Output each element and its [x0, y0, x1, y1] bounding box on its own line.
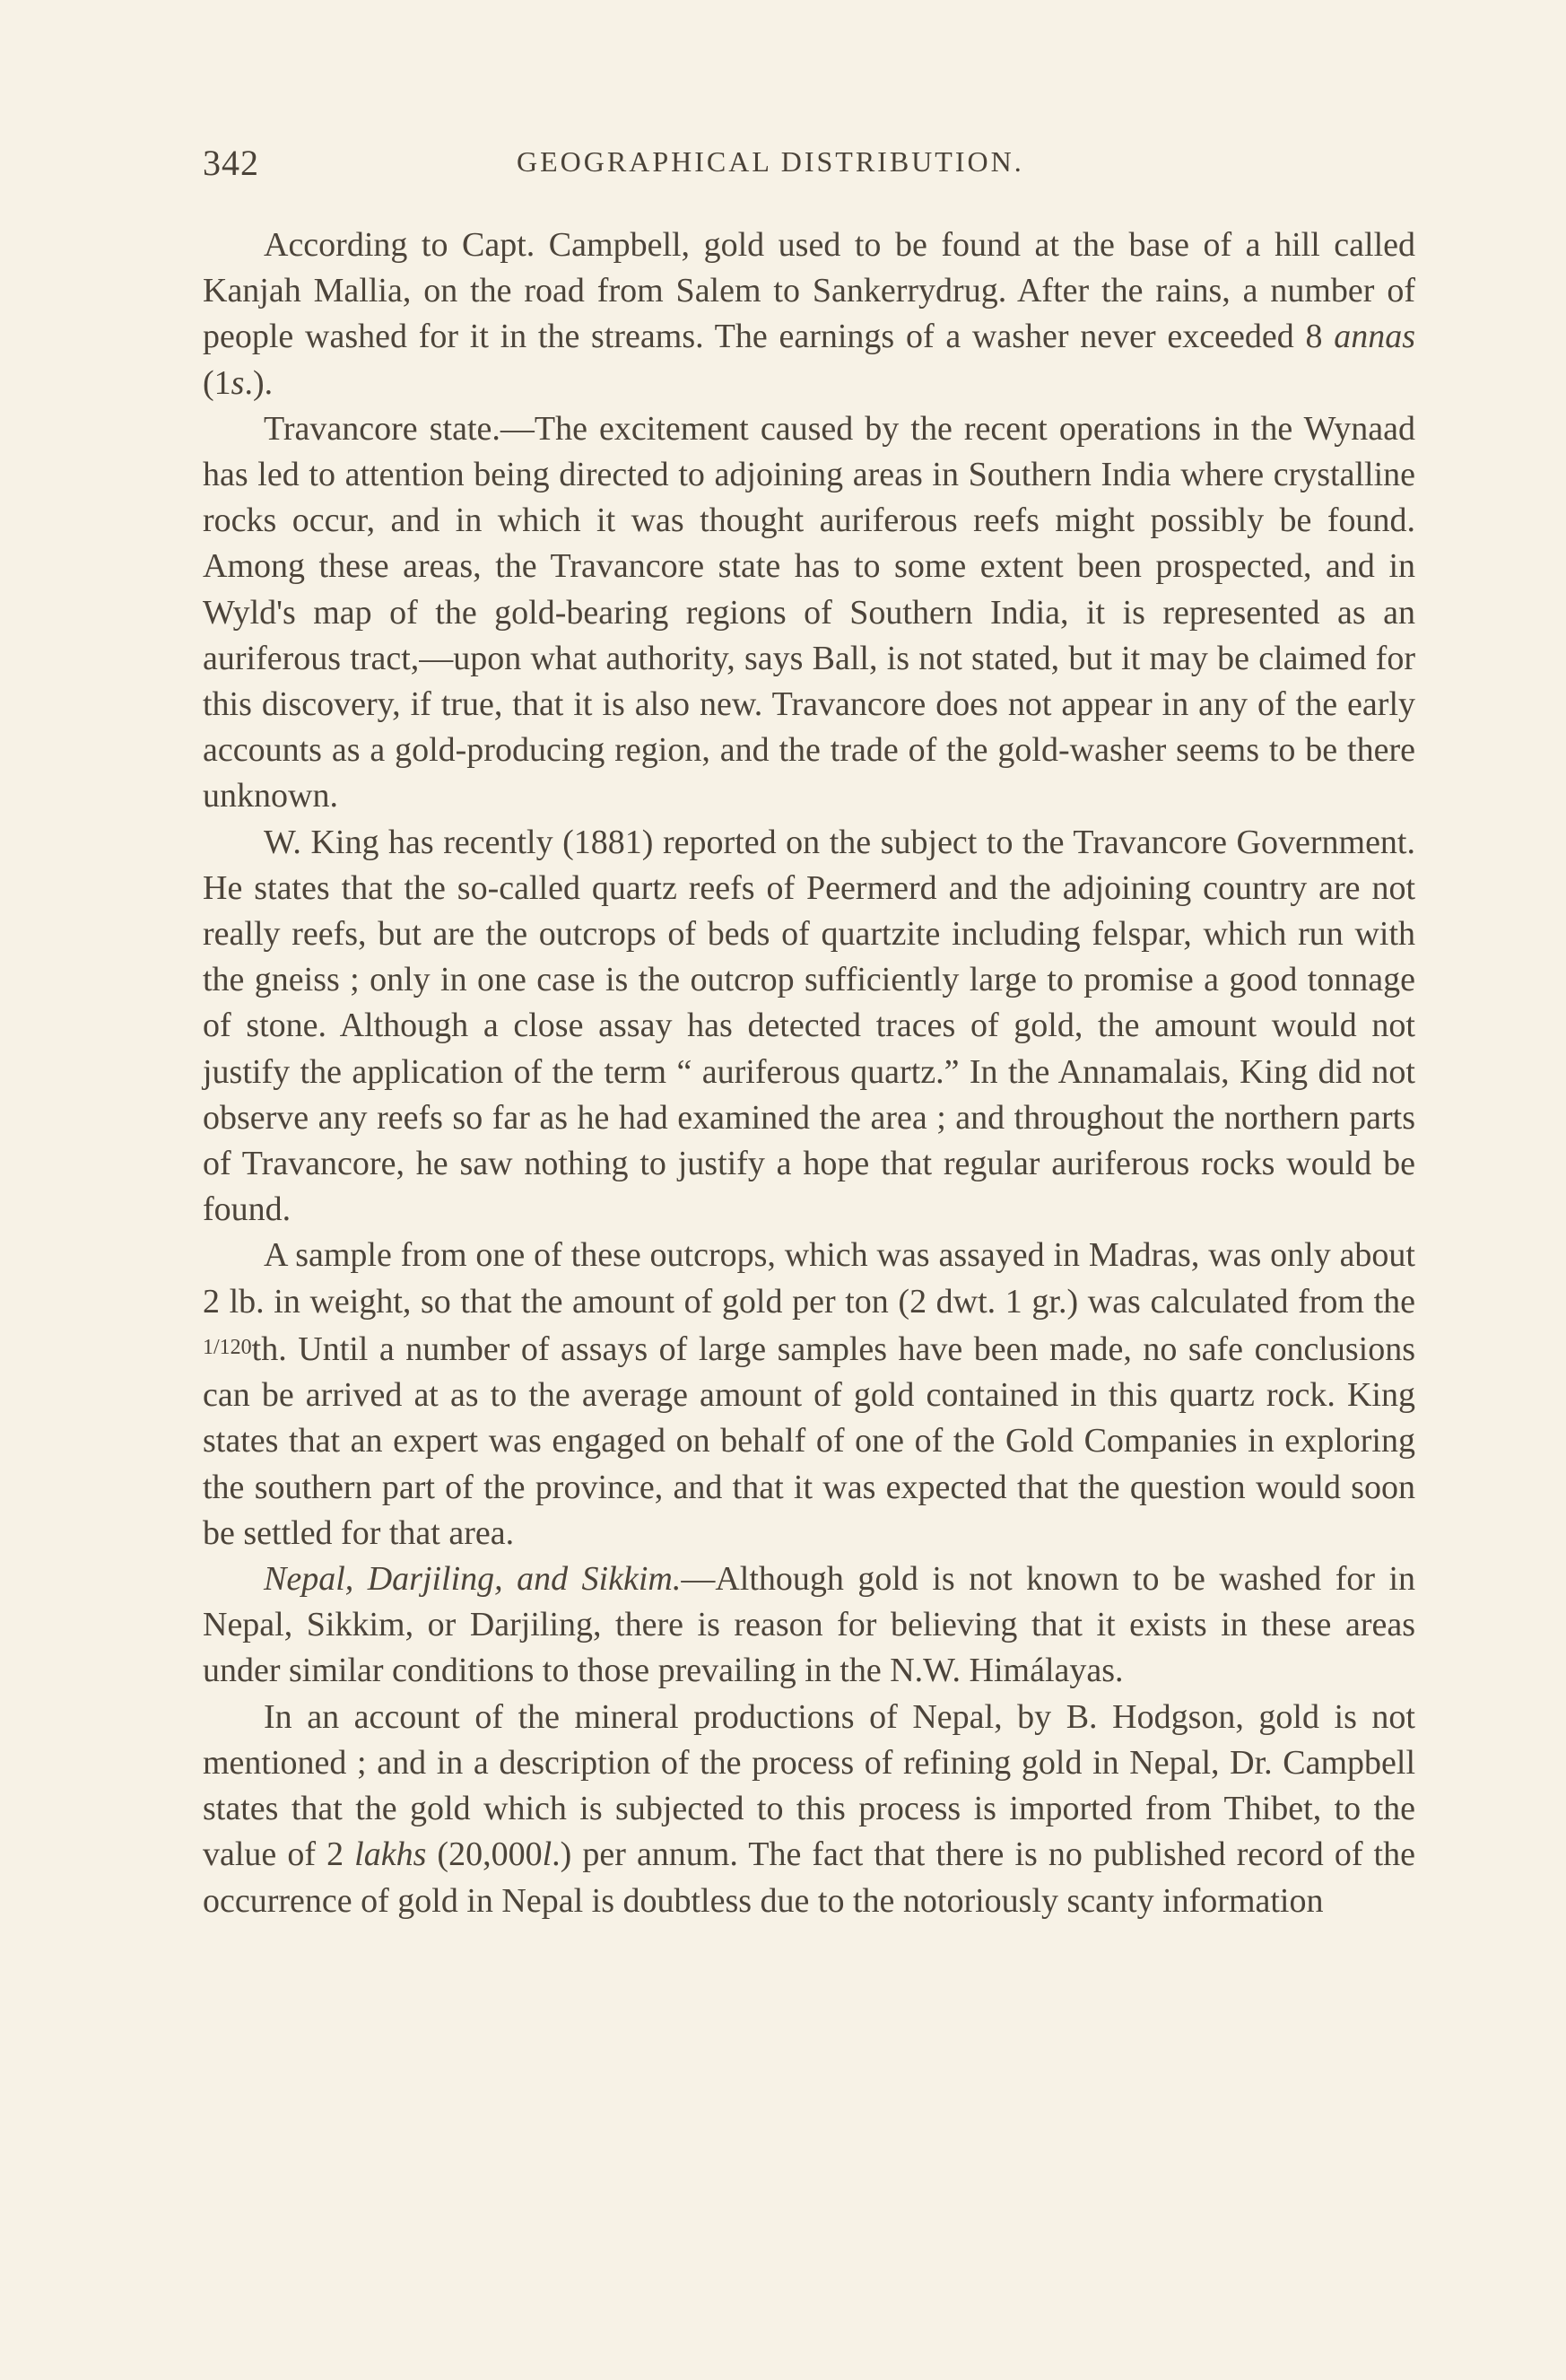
paragraph-3: W. King has recently (1881) reported on the subject to the Travancore Government. He states that the so-called quartz reefs of Peermerd and the adjoining country are not really reefs, but are the outcrops of beds of quartzite including felspar, which run with the gneiss ; only in one case is the outcrop sufficiently large to promise a good tonnage of stone. Although a close assay has detected traces of gold, the amount would not justify the application of the term “ auriferous quartz.” In the Annamalais, King did not observe any reefs so far as he had examined the area ; and throughout the northern parts of Travancore, he saw nothing to justify a hope that regular auriferous rocks would be found. [203, 823, 1415, 1229]
page-number: 342 [203, 143, 259, 183]
page-header [203, 142, 1414, 187]
paragraph-5: Nepal, Darjiling, and Sikkim.—Although gold is not known to be washed for in Nepal, Sikkim, or Darjiling, there is reason for believing that it exists in these areas under similar conditions to those prevailing in the N.W. Himálayas. [203, 1560, 1415, 1690]
body-text [203, 222, 1415, 1924]
running-title: GEOGRAPHICAL DISTRIBUTION. [517, 145, 1024, 178]
paragraph-6: In an account of the mineral productions of Nepal, by B. Hodgson, gold is not mentioned ; and in a description of the process of refining gold in Nepal, Dr. Campbell states that the gold which is subjected to this process is imported from Thibet, to the value of 2 lakhs (20,000l.) per annum. The fact that there is no published record of the occurrence of gold in Nepal is doubtless due to the notoriously scanty information [203, 1697, 1415, 1920]
paragraph-4: A sample from one of these outcrops, which was assayed in Madras, was only about 2 lb. in weight, so that the amount of gold per ton (2 dwt. 1 gr.) was calculated from the 1/120th. Until a number of assays of large samples have been made, no safe conclusions can be arrived at as to the average amount of gold contained in this quartz rock. King states that an expert was engaged on behalf of one of the Gold Companies in exploring the southern part of the province, and that it was expected that the question would soon be settled for that area. [203, 1236, 1415, 1552]
fraction: 1/120 [203, 1335, 252, 1359]
paragraph-2: Travancore state.—The excitement caused by the recent operations in the Wynaad has led to attention being directed to adjoining areas in Southern India where crystalline rocks occur, and in which it was thought auriferous reefs might possibly be found. Among these areas, the Travancore state has to some extent been prospected, and in Wyld's map of the gold-bearing regions of Southern India, it is represented as an auriferous tract,—upon what authority, says Ball, is not stated, but it may be claimed for this discovery, if true, that it is also new. Travancore does not appear in any of the early accounts as a gold-producing region, and the trade of the gold-washer seems to be there unknown. [203, 409, 1415, 815]
paragraph-1: According to Capt. Campbell, gold used to be found at the base of a hill called Kanjah Mallia, on the road from Salem to Sankerrydrug. After the rains, a number of people washed for it in the streams. The earnings of a washer never exceeded 8 annas (1s.). [203, 226, 1415, 402]
section-heading: Nepal, Darjiling, and Sikkim. [264, 1560, 682, 1599]
